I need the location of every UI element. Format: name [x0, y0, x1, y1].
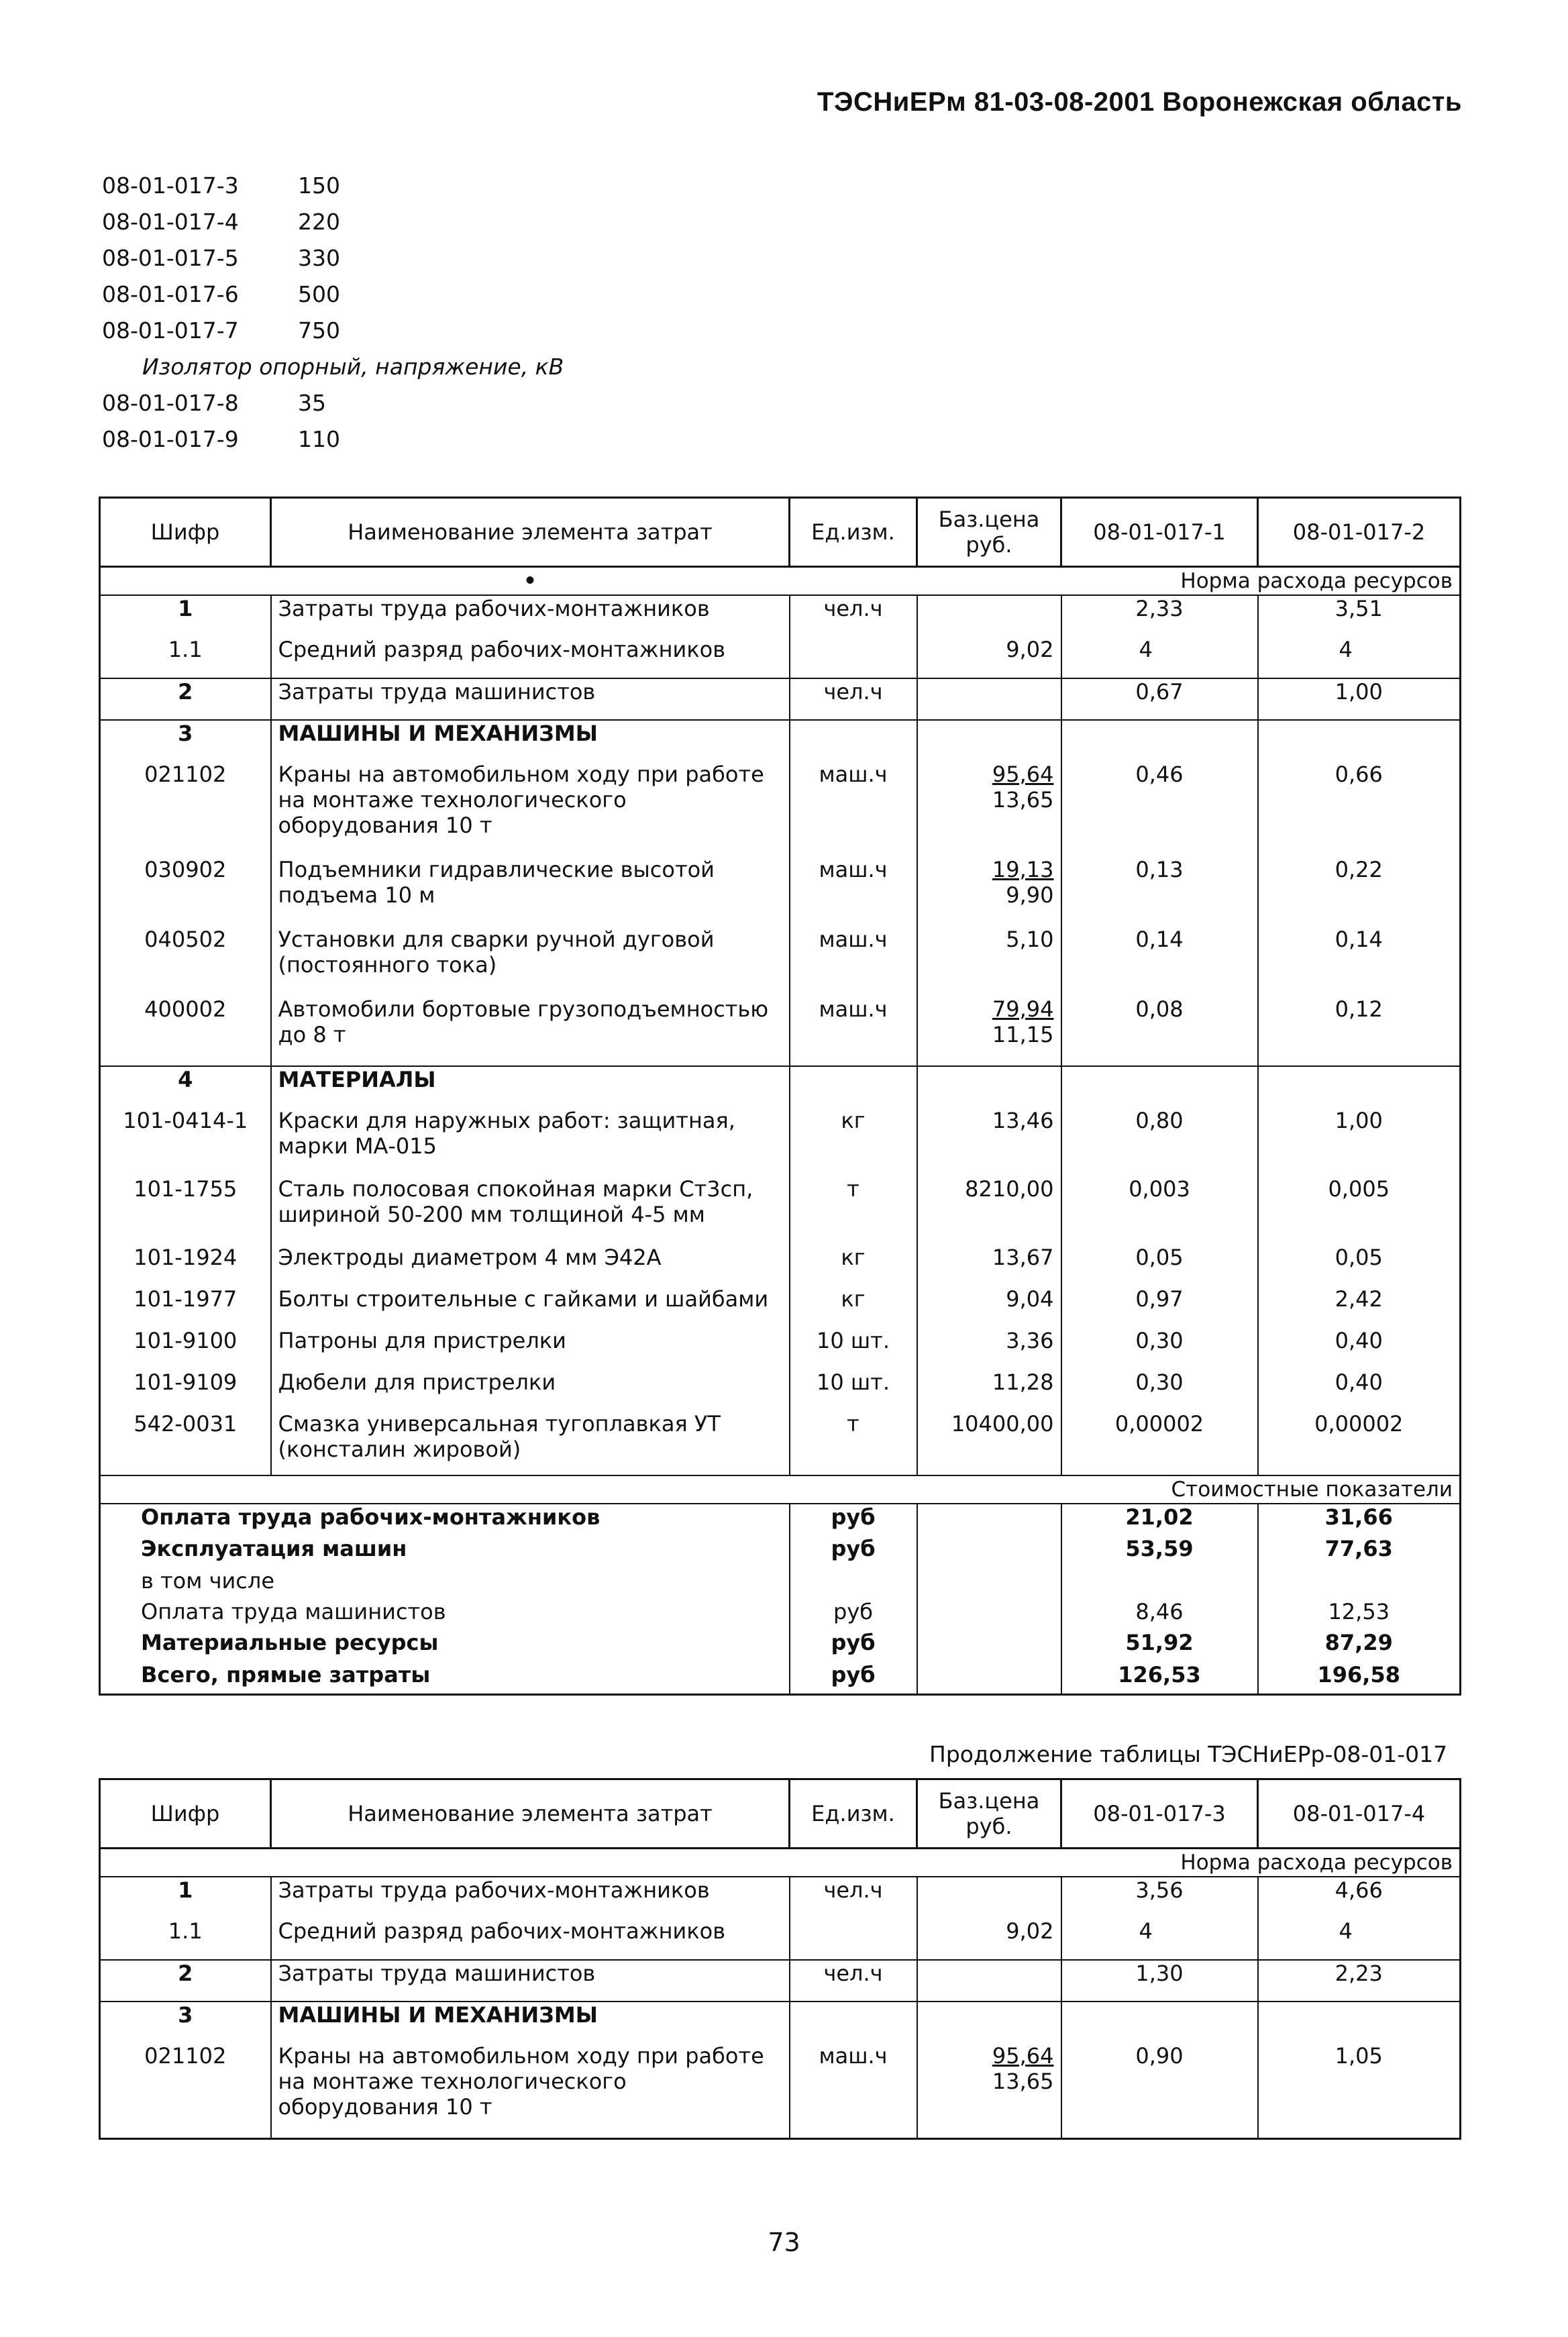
table-row: 1 Затраты труда рабочих-монтажников чел.ч 2,33 3,51: [100, 595, 1461, 637]
cost-row-total: Всего, прямые затраты руб 126,53 196,58: [100, 1662, 1461, 1694]
code-list-code: 08-01-017-4: [102, 209, 239, 235]
table-row: 101-1977 Болты строительные с гайками и шайбами кг 9,04 0,97 2,42: [100, 1286, 1461, 1328]
table-row: 400002 Автомобили бортовые грузоподъемностью до 8 т маш.ч 79,94 11,15 0,08 0,12: [100, 996, 1461, 1066]
code-list-value: 35: [298, 390, 326, 416]
table-header-row: [100, 1779, 1461, 1849]
table-row: 101-1924 Электроды диаметром 4 мм Э42А кг 13,67 0,05 0,05: [100, 1245, 1461, 1286]
header-col-1: 08-01-017-3: [1061, 1779, 1258, 1849]
header-code: Шифр: [100, 1779, 271, 1849]
code-list-code: 08-01-017-6: [102, 281, 239, 307]
document-header: ТЭСНиЕРм 81-03-08-2001 Воронежская область: [817, 87, 1462, 117]
norm-label-row: [100, 1849, 1461, 1877]
table-row: 021102 Краны на автомобильном ходу при работе на монтаже технологического оборудования 10 т маш.ч 95,64 13,65 0,46 0,66: [100, 762, 1461, 857]
code-list-subheading: Изолятор опорный, напряжение, кВ: [142, 354, 564, 380]
resource-table-2: [99, 1778, 1461, 2140]
table-row: 1.1 Средний разряд рабочих-монтажников 9,02 4 4: [100, 1918, 1461, 1960]
code-list-code: 08-01-017-7: [102, 317, 239, 344]
cost-row: в том числе: [100, 1568, 1461, 1599]
cost-row: Оплата труда рабочих-монтажников руб 21,02 31,66: [100, 1504, 1461, 1536]
cost-row: Эксплуатация машин руб 53,59 77,63: [100, 1536, 1461, 1568]
header-col-2: 08-01-017-2: [1258, 498, 1461, 567]
header-price: Баз.цена руб.: [917, 1779, 1061, 1849]
code-list-value: 150: [298, 172, 340, 199]
code-list-code: 08-01-017-8: [102, 390, 239, 416]
code-list-code: 08-01-017-9: [102, 426, 239, 452]
header-price: Баз.цена руб.: [917, 498, 1061, 567]
table-row: 101-0414-1 Краски для наружных работ: защитная, марки МА-015 кг 13,46 0,80 1,00: [100, 1108, 1461, 1176]
table-continuation-caption: Продолжение таблицы ТЭСНиЕРр-08-01-017: [929, 1741, 1448, 1767]
section-row-materials: 4 МАТЕРИАЛЫ: [100, 1066, 1461, 1108]
table-row: 101-9100 Патроны для пристрелки 10 шт. 3,36 0,30 0,40: [100, 1328, 1461, 1369]
cost-label-row: [100, 1475, 1461, 1504]
header-col-1: 08-01-017-1: [1061, 498, 1258, 567]
code-list-value: 750: [298, 317, 340, 344]
code-list-value: 220: [298, 209, 340, 235]
code-list-value: 500: [298, 281, 340, 307]
section-row-machines: 3 МАШИНЫ И МЕХАНИЗМЫ: [100, 720, 1461, 762]
page-number: 73: [768, 2228, 800, 2257]
table-row: 030902 Подъемники гидравлические высотой подъема 10 м маш.ч 19,13 9,90 0,13 0,22: [100, 857, 1461, 927]
cost-row: Оплата труда машинистов руб 8,46 12,53: [100, 1599, 1461, 1630]
norm-label-row: [100, 567, 1461, 596]
table-row: 101-9109 Дюбели для пристрелки 10 шт. 11,28 0,30 0,40: [100, 1369, 1461, 1411]
table-row: 1.1 Средний разряд рабочих-монтажников 9,02 4 4: [100, 637, 1461, 678]
resource-table-1: [99, 497, 1461, 1696]
table-row: 040502 Установки для сварки ручной дуговой (постоянного тока) маш.ч 5,10 0,14 0,14: [100, 927, 1461, 996]
header-unit: Ед.изм.: [790, 498, 917, 567]
cost-row: Материальные ресурсы руб 51,92 87,29: [100, 1630, 1461, 1662]
table-row: 1 Затраты труда рабочих-монтажников чел.ч 3,56 4,66: [100, 1877, 1461, 1918]
header-name: Наименование элемента затрат: [271, 498, 790, 567]
norm-label: Норма расхода ресурсов: [1061, 1849, 1461, 1877]
table-header-row: [100, 498, 1461, 567]
table-row: 2 Затраты труда машинистов чел.ч 1,30 2,23: [100, 1960, 1461, 2002]
norm-label: Норма расхода ресурсов: [1061, 567, 1461, 596]
table-row: 542-0031 Смазка универсальная тугоплавкая УТ (консталин жировой) т 10400,00 0,00002 0,00002: [100, 1411, 1461, 1475]
table-row: 2 Затраты труда машинистов чел.ч 0,67 1,00: [100, 678, 1461, 720]
code-list-code: 08-01-017-5: [102, 245, 239, 271]
header-col-2: 08-01-017-4: [1258, 1779, 1461, 1849]
code-list-value: 110: [298, 426, 340, 452]
bullet-mark: •: [271, 567, 790, 596]
code-list-value: 330: [298, 245, 340, 271]
cost-label: Стоимостные показатели: [1061, 1475, 1461, 1504]
header-name: Наименование элемента затрат: [271, 1779, 790, 1849]
header-code: Шифр: [100, 498, 271, 567]
table-row: 021102 Краны на автомобильном ходу при работе на монтаже технологического оборудования 10 т маш.ч 95,64 13,65 0,90 1,05: [100, 2043, 1461, 2138]
section-row-machines: 3 МАШИНЫ И МЕХАНИЗМЫ: [100, 2002, 1461, 2043]
table-row: 101-1755 Сталь полосовая спокойная марки Ст3сп, шириной 50-200 мм толщиной 4-5 мм т 8210,00 0,003 0,005: [100, 1176, 1461, 1245]
code-list-code: 08-01-017-3: [102, 172, 239, 199]
header-unit: Ед.изм.: [790, 1779, 917, 1849]
